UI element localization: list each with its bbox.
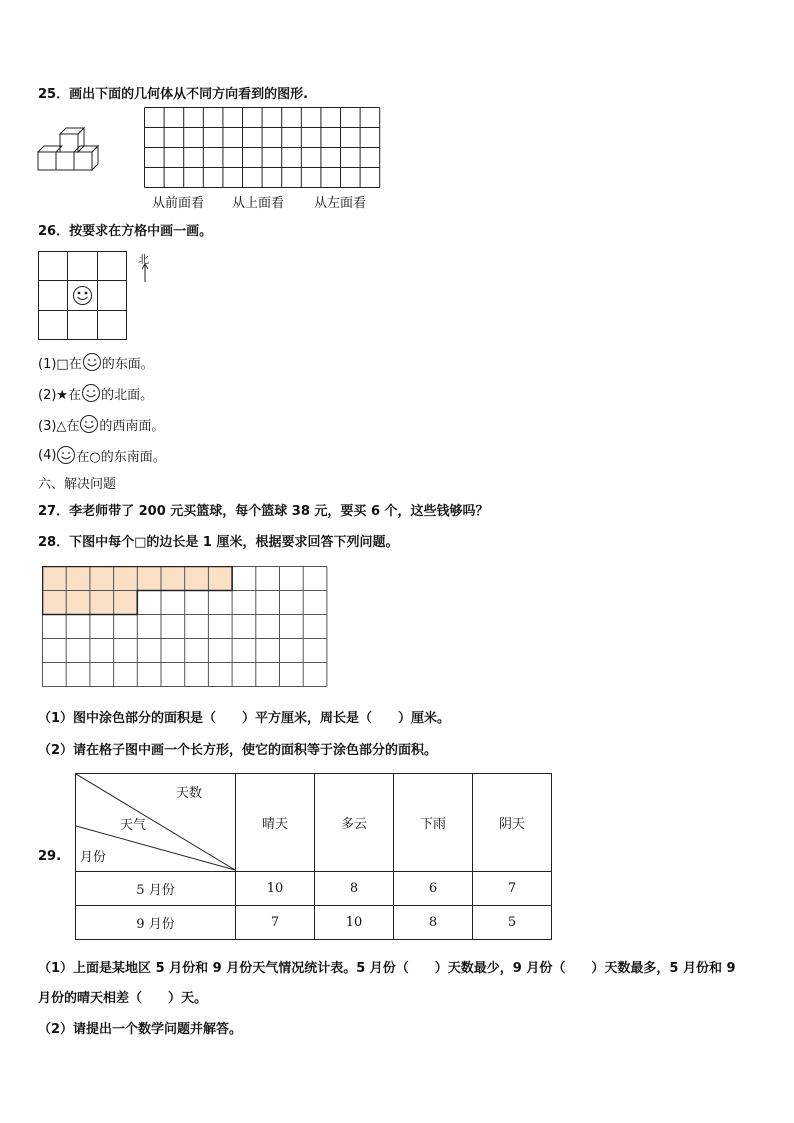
north-arrow-icon xyxy=(140,263,150,283)
header-month: 月份 xyxy=(80,850,107,865)
cell: 10 xyxy=(315,906,394,940)
q27-text: 27．李老师带了 200 元买篮球，每个篮球 38 元，要买 6 个，这些钱够吗？ xyxy=(38,504,489,519)
cell: 7 xyxy=(236,906,315,940)
shaded-cell xyxy=(43,591,67,615)
cell: 5 xyxy=(473,906,552,940)
smiley-icon xyxy=(81,383,101,403)
view-front-label: 从前面看 xyxy=(152,196,205,211)
shaded-cell xyxy=(114,591,138,615)
q29-sub1-line2: 月份的晴天相差（ ）天。 xyxy=(38,991,208,1006)
header-weather: 天气 xyxy=(120,818,147,833)
section-6-heading: 六、解决问题 xyxy=(38,477,117,492)
shaded-cell xyxy=(43,567,67,591)
q26-title: 26．按要求在方格中画一画。 xyxy=(38,224,213,239)
smiley-icon xyxy=(79,414,99,434)
smiley-icon xyxy=(74,287,92,305)
q26-item-4: (4) 在○的东南面。 xyxy=(38,445,166,465)
q29-label: 29. xyxy=(38,849,62,864)
col-sunny: 晴天 xyxy=(236,774,315,872)
diagonal-header-cell xyxy=(76,774,236,872)
q28-title: 28．下图中每个□的边长是 1 厘米，根据要求回答下列问题。 xyxy=(38,535,399,550)
col-overcast: 阴天 xyxy=(473,774,552,872)
shaded-cell xyxy=(208,567,232,591)
shaded-cell xyxy=(185,567,209,591)
shaded-cell xyxy=(161,567,185,591)
shaded-cell xyxy=(66,567,90,591)
q28-area-grid[interactable] xyxy=(42,566,332,690)
shaded-cell xyxy=(66,591,90,615)
q29-sub1-line1: （1）上面是某地区 5 月份和 9 月份天气情况统计表。5 月份（ ）天数最少，9 月份（ ）天数最多，5 月份和 9 xyxy=(38,961,736,976)
cell: 8 xyxy=(315,872,394,906)
cell: 8 xyxy=(394,906,473,940)
cube-stack-figure xyxy=(36,122,108,178)
q25-answer-grid[interactable] xyxy=(144,107,382,189)
shaded-cell xyxy=(137,567,161,591)
shaded-cell xyxy=(90,591,114,615)
north-label: 北 xyxy=(138,253,149,266)
smiley-icon xyxy=(82,352,102,372)
shaded-cell xyxy=(114,567,138,591)
q29-sub2: （2）请提出一个数学问题并解答。 xyxy=(38,1022,243,1037)
q25-title: 25．画出下面的几何体从不同方向看到的图形. xyxy=(38,87,309,102)
cell: 7 xyxy=(473,872,552,906)
q26-item-2: (2)★在 的北面。 xyxy=(38,383,153,403)
weather-table xyxy=(75,773,552,940)
view-left-label: 从左面看 xyxy=(314,196,367,211)
q26-direction-grid[interactable] xyxy=(38,251,128,341)
row-may-label: 5 月份 xyxy=(76,872,236,906)
q28-sub1: （1）图中涂色部分的面积是（ ）平方厘米，周长是（ ）厘米。 xyxy=(38,711,451,726)
q28-sub2: （2）请在格子图中画一个长方形，使它的面积等于涂色部分的面积。 xyxy=(38,743,438,758)
q26-item-1: (1)□在 的东面。 xyxy=(38,352,154,372)
header-days: 天数 xyxy=(176,786,203,801)
row-sep-label: 9 月份 xyxy=(76,906,236,940)
cell: 6 xyxy=(394,872,473,906)
view-top-label: 从上面看 xyxy=(232,196,285,211)
col-cloudy: 多云 xyxy=(315,774,394,872)
cell: 10 xyxy=(236,872,315,906)
q26-item-3: (3)△在 的西南面。 xyxy=(38,414,164,434)
shaded-cell xyxy=(90,567,114,591)
smiley-icon xyxy=(56,445,76,465)
col-rainy: 下雨 xyxy=(394,774,473,872)
